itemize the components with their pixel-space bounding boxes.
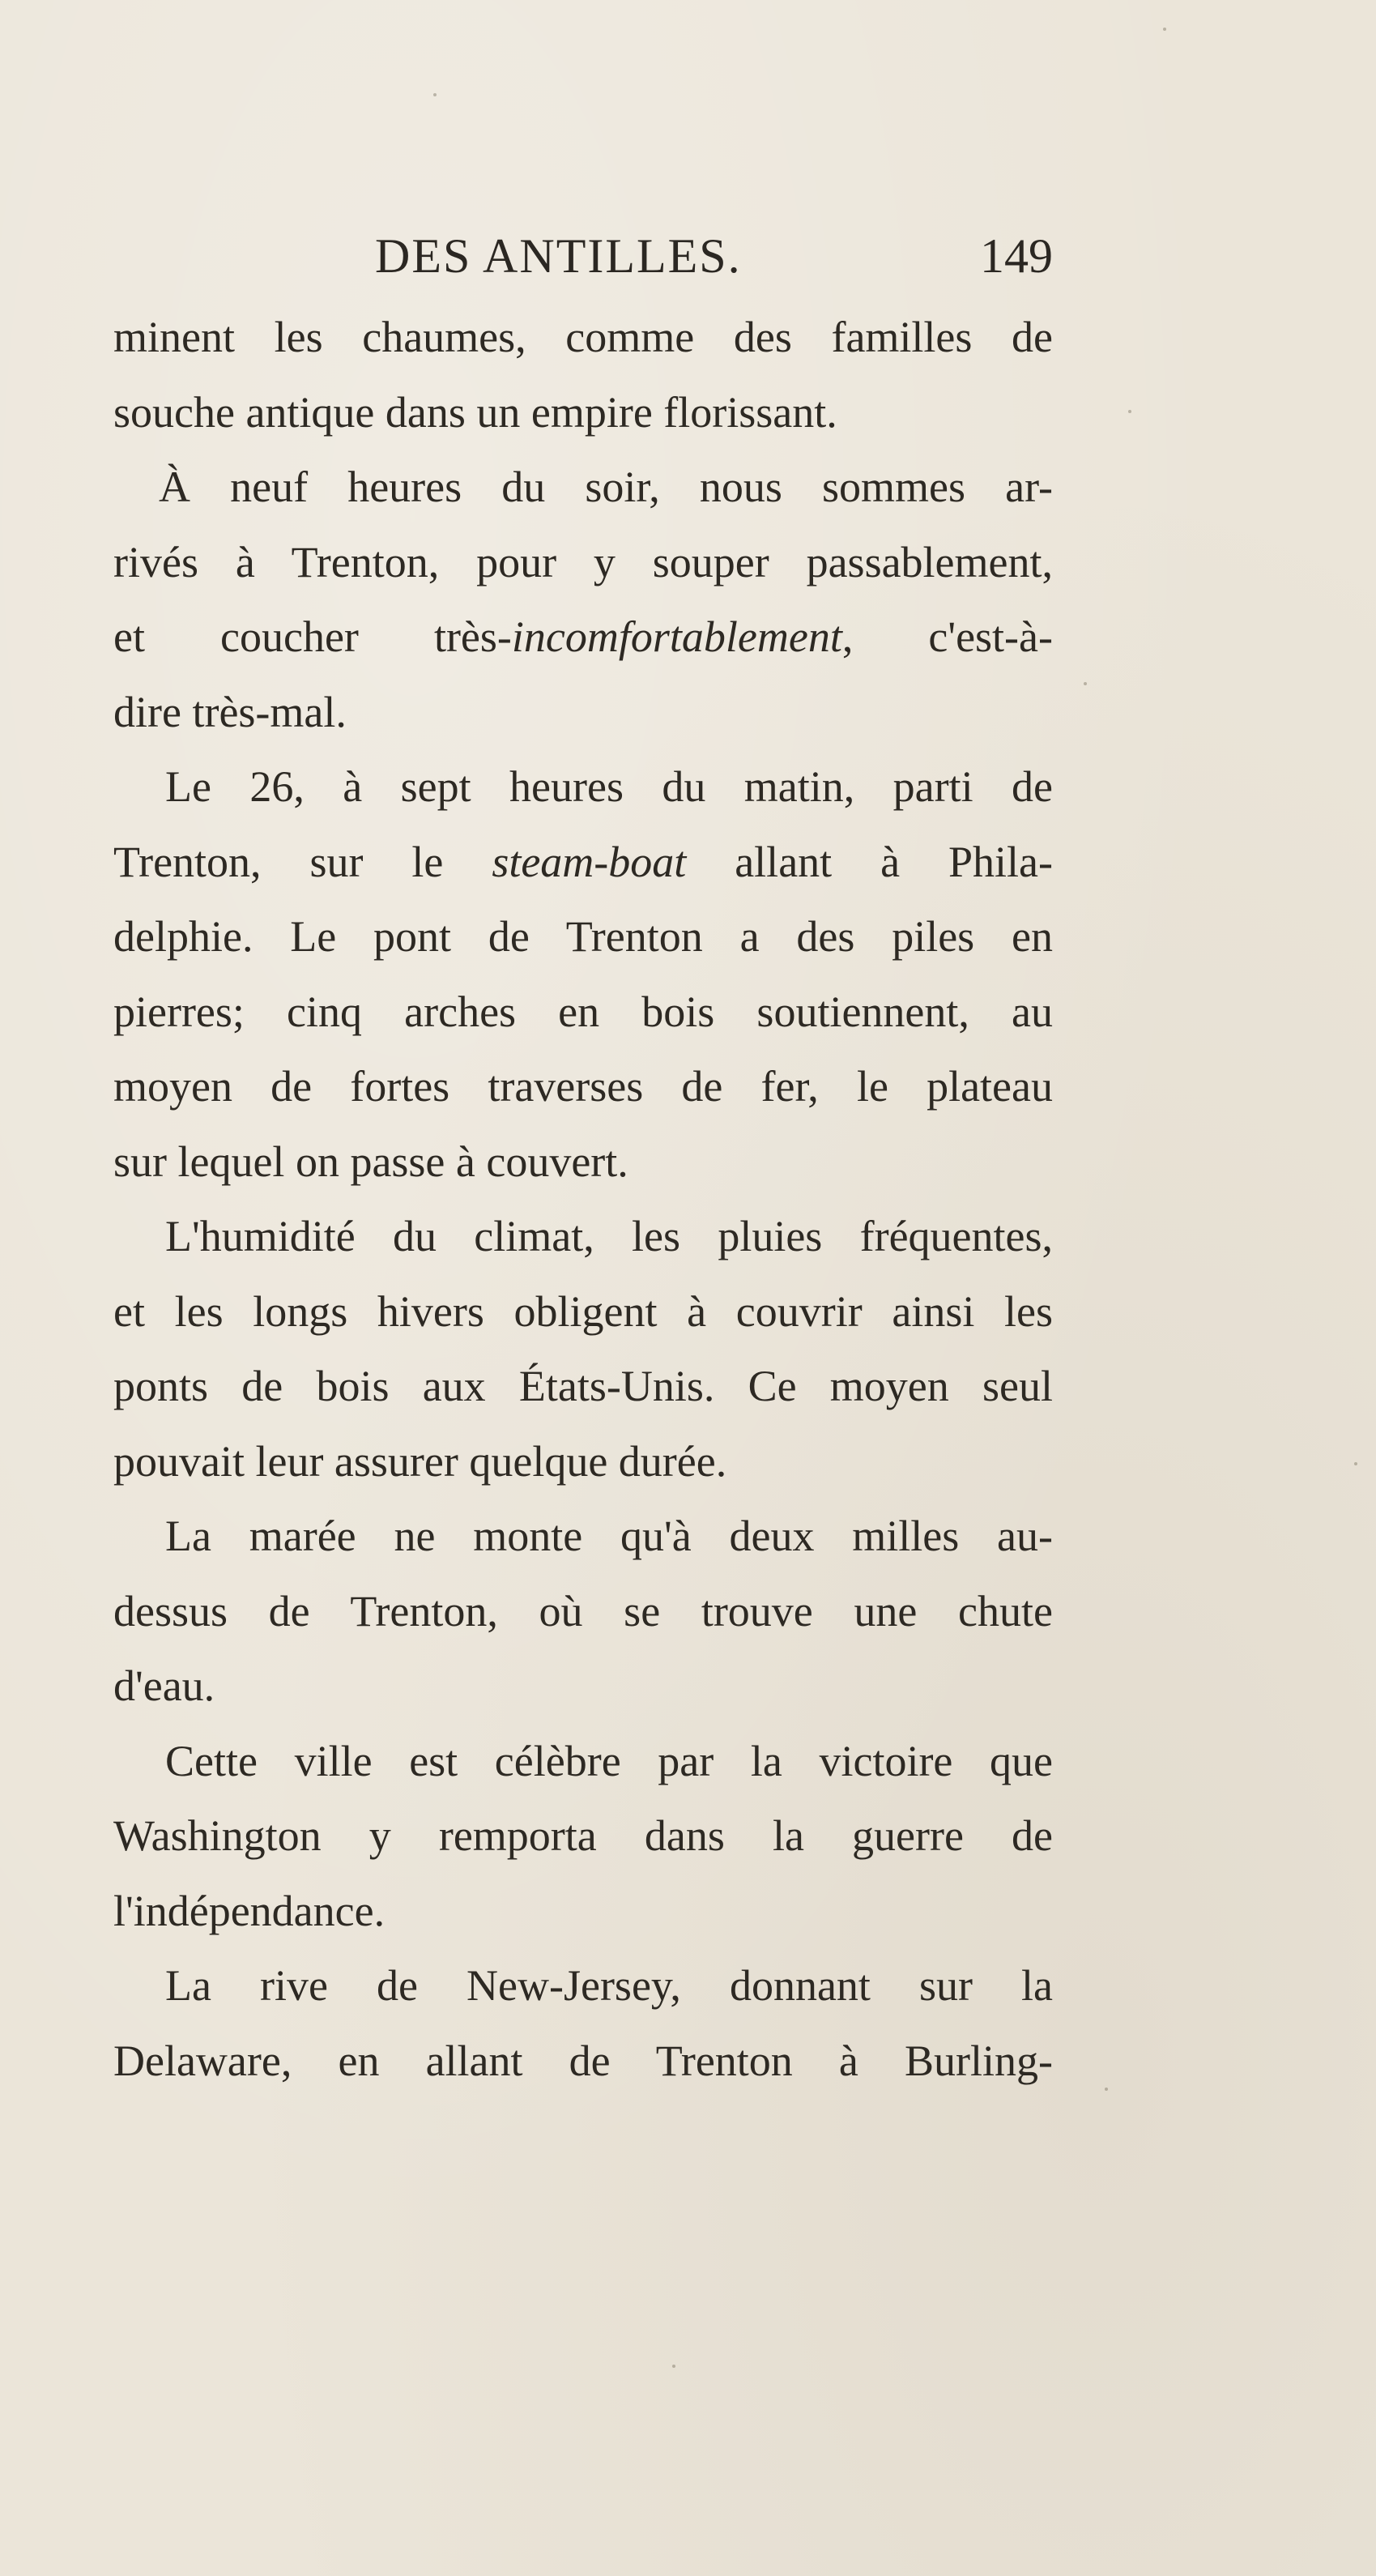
text-line: ponts de bois aux États-Unis. Ce moyen seul [113, 1362, 1053, 1410]
text-segment: , c'est-à- [841, 612, 1053, 661]
paper-speck [1163, 28, 1166, 31]
text-line: d'eau. [113, 1661, 215, 1710]
page-number: 149 [980, 229, 1053, 283]
text-line: À neuf heures du soir, nous sommes ar- [159, 463, 1053, 511]
paper-speck [1354, 1462, 1357, 1465]
text-line [113, 599, 1053, 675]
text-segment: allant à Phila- [686, 837, 1053, 886]
body-text [113, 300, 1053, 2098]
text-segment: Trenton, sur le [113, 837, 492, 886]
italic-phrase: incomfortablement [511, 612, 842, 661]
text-line: L'humidité du climat, les pluies fréquentes, [165, 1212, 1053, 1260]
paper-speck [1105, 2088, 1108, 2091]
paper-speck [1128, 410, 1131, 413]
text-line: souche antique dans un empire florissant. [113, 387, 837, 437]
text-line: rivés à Trenton, pour y souper passablement, [113, 537, 1053, 586]
text-line: moyen de fortes traverses de fer, le plateau [113, 1062, 1053, 1111]
text-line [113, 825, 1053, 900]
text-line: La rive de New-Jersey, donnant sur la [165, 1961, 1053, 2010]
text-line: Delaware, en allant de Trenton à Burling- [113, 2036, 1053, 2085]
text-line: La marée ne monte qu'à deux milles au- [165, 1512, 1053, 1560]
text-line: Le 26, à sept heures du matin, parti de [165, 762, 1053, 811]
text-line: minent les chaumes, comme des familles de [113, 313, 1053, 361]
text-line: l'indépendance. [113, 1886, 386, 1935]
text-line: delphie. Le pont de Trenton a des piles en [113, 912, 1053, 961]
text-segment: et coucher très- [113, 612, 512, 661]
page-header [113, 219, 1053, 300]
paper-speck [672, 2365, 675, 2368]
text-line: Washington y remporta dans la guerre de [113, 1811, 1053, 1860]
paper-speck [433, 93, 437, 96]
text-line: pierres; cinq arches en bois soutiennent, au [113, 987, 1053, 1036]
text-line: pouvait leur assurer quelque durée. [113, 1436, 727, 1486]
text-line: dire très-mal. [113, 687, 347, 736]
paper-speck [1084, 682, 1087, 685]
text-line: et les longs hivers obligent à couvrir ainsi les [113, 1286, 1053, 1336]
italic-phrase: steam-boat [492, 837, 687, 886]
text-line: dessus de Trenton, où se trouve une chute [113, 1586, 1053, 1636]
running-head: DES ANTILLES. [375, 229, 742, 283]
text-line: Cette ville est célèbre par la victoire que [165, 1736, 1053, 1785]
text-line: sur lequel on passe à couvert. [113, 1137, 628, 1186]
